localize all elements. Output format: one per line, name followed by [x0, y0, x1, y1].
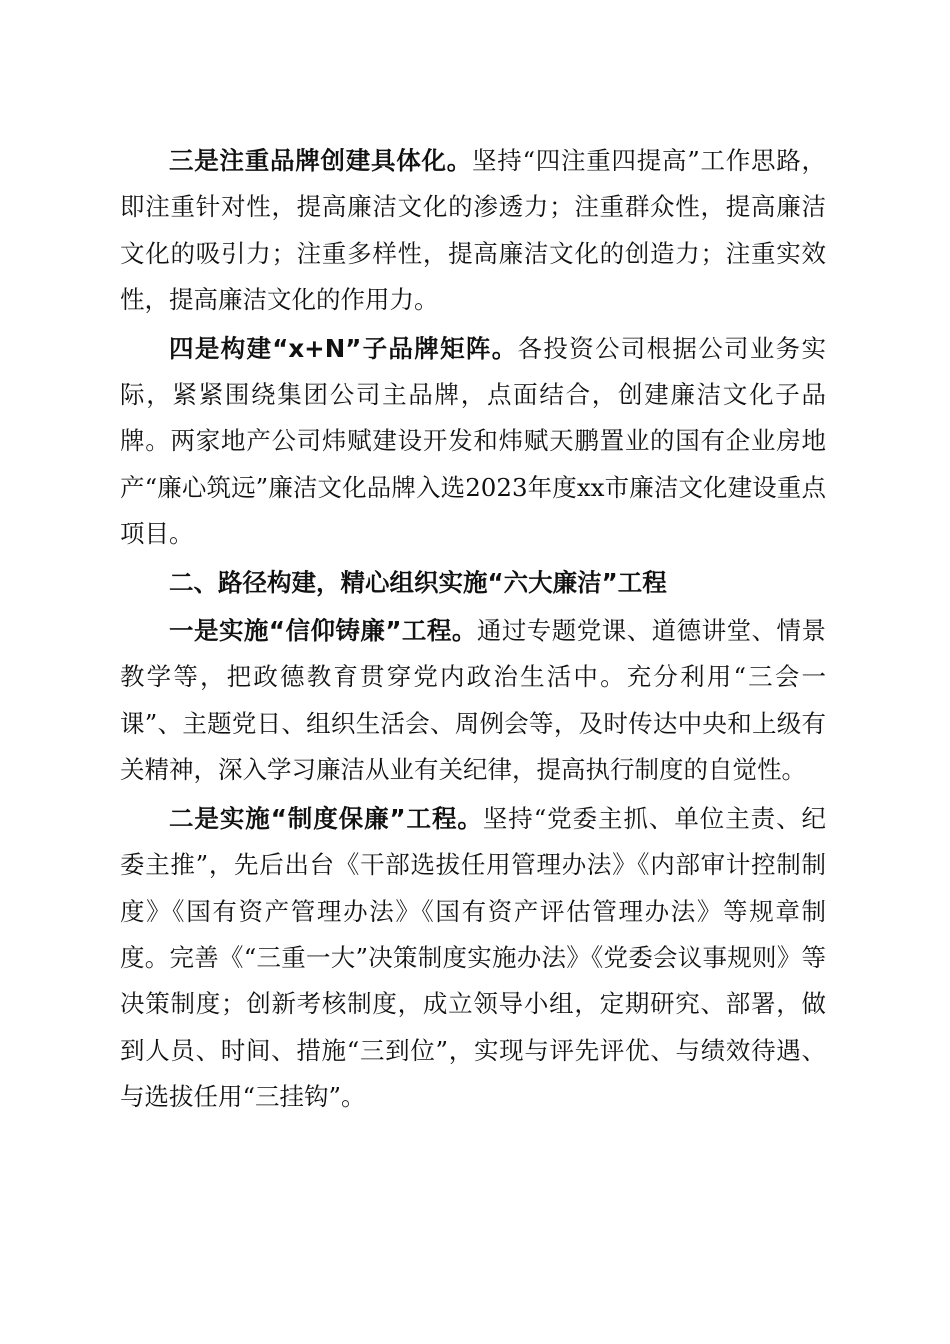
paragraph-text: 坚持“四注重四提高”工作思路，即注重针对性，提高廉洁文化的渗透力；注重群众性，提高廉洁文化的吸引力；注重多样性，提高廉洁文化的创造力；注重实效性，提高廉洁文化的作用力。: [120, 146, 826, 315]
paragraph-sub-brand-matrix: [120, 326, 826, 558]
paragraph-brand-concretization: [120, 138, 826, 324]
paragraph-lead: 四是构建“x+N”子品牌矩阵。: [169, 333, 518, 363]
paragraph-text: 各投资公司根据公司业务实际，紧紧围绕集团公司主品牌，点面结合，创建廉洁文化子品牌。两家地产公司炜赋建设开发和炜赋天鹏置业的国有企业房地产“廉心筑远”廉洁文化品牌入选2023年度xx市廉洁文化建设重点项目。: [120, 333, 826, 549]
paragraph-text: 通过专题党课、道德讲堂、情景教学等，把政德教育贯穿党内政治生活中。充分利用“三会一课”、主题党日、组织生活会、周例会等，及时传达中央和上级有关精神，深入学习廉洁从业有关纪律，提高执行制度的自觉性。: [120, 616, 827, 785]
paragraph-text: 坚持“党委主抓、单位主责、纪委主推”，先后出台《干部选拔任用管理办法》《内部审计控制制度》《国有资产管理办法》《国有资产评估管理办法》等规章制度。完善《“三重一大”决策制度实施办法》《党委会议事规则》等决策制度；创新考核制度，成立领导小组，定期研究、部署，做到人员、时间、措施“三到位”，实现与评先评优、与绩效待遇、与选拔任用“三挂钩”。: [120, 803, 827, 1112]
paragraph-faith-integrity: [120, 608, 826, 794]
section-heading: 二、路径构建，精心组织实施“六大廉洁”工程: [169, 567, 667, 597]
paragraph-lead: 二是实施“制度保廉”工程。: [169, 803, 483, 833]
paragraph-lead: 一是实施“信仰铸廉”工程。: [169, 616, 477, 646]
document-body: [120, 138, 826, 1121]
paragraph-lead: 三是注重品牌创建具体化。: [169, 146, 472, 175]
paragraph-system-integrity: [120, 796, 826, 1121]
